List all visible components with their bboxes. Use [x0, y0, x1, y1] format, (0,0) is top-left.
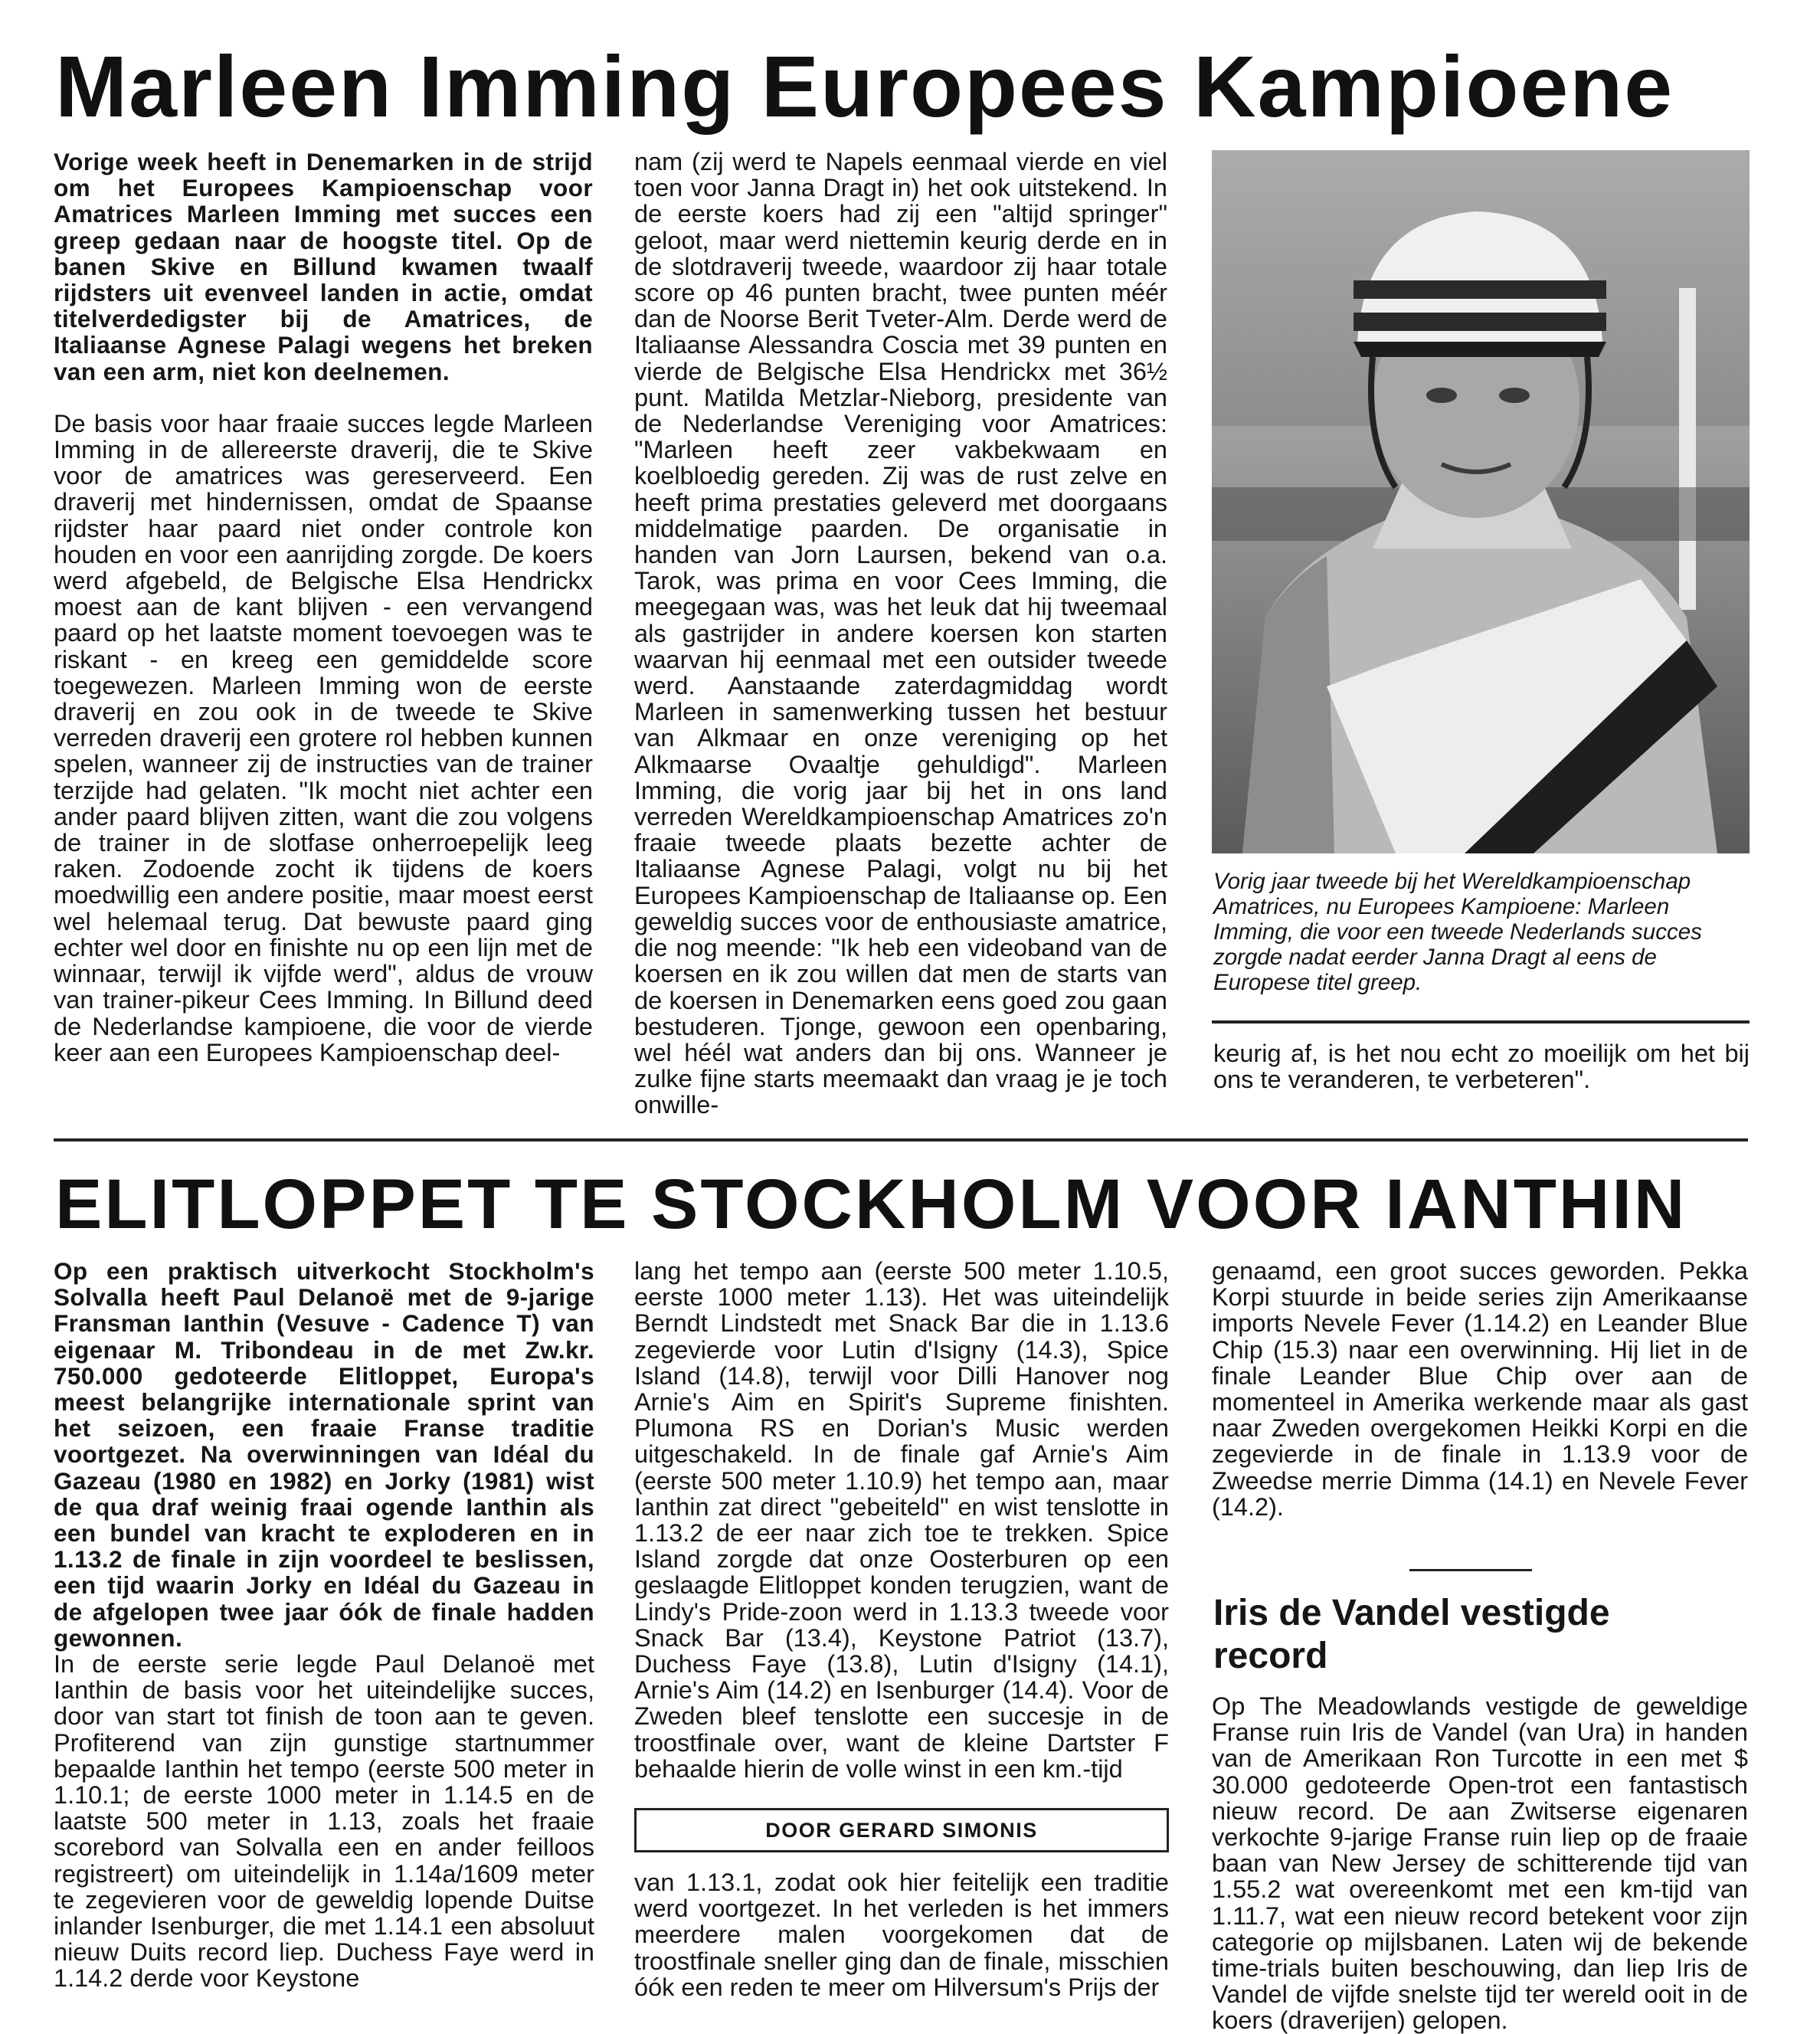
article1-column-1	[54, 149, 593, 1120]
article1-headline: Marleen Imming Europees Kampioene	[55, 38, 1674, 135]
photo-caption: Vorig jaar tweede bij het Wereldkampioenschap Amatrices, nu Europees Kampioene: Marleen Imming, die voor een tweede Nederlands succes zorgde nadat eerder Janna Dragt al eens de Europese titel greep.	[1213, 869, 1702, 995]
article1-column-3-tail	[1213, 1040, 1750, 1092]
article1-lead: Vorige week heeft in Denemarken in de strijd om het Europees Kampioenschap voor Amatrices Marleen Imming met succes een greep gedaan naar de hoogste titel. Op de banen Skive en Billund kwamen twaalf rijdsters uit evenveel landen in actie, omdat titelverdedigster bij de Amatrices, de Italiaanse Agnese Palagi wegens het breken van een arm, niet kon deelnemen.	[54, 148, 593, 385]
article1-body-col2: nam (zij werd te Napels eenmaal vierde en viel toen voor Janna Dragt in) het ook uitstekend. In de eerste koers had zij een "altijd springer" geloot, maar werd niettemin keurig derde en in de slotdraverij tweede, waardoor zij haar totale score op 46 punten bracht, twee punten méér dan de Noorse Berit Tveter-Alm. Derde werd de Italiaanse Alessandra Coscia met 39 punten en vierde de Belgische Elsa Hendrickx met 36½ punt. Matilda Metzlar-Nieborg, presidente van de Nederlandse Vereniging voor Amatrices: "Marleen heeft zeer vakbekwaam en koelbloedig gereden. Zij was de rust zelve en heeft prima prestaties geleverd met doorgaans middelmatige paarden. De organisatie in handen van Jorn Laursen, bekend van o.a. Tarok, was prima en voor Cees Imming, die meegegaan was, was het leuk dat hij tweemaal als gastrijder in andere koersen kon starten waarvan hij eenmaal met een outsider tweede werd. Aanstaande zaterdagmiddag wordt Marleen in samenwerking tussen het bestuur van Alkmaar en onze vereniging op het Alkmaarse Ovaaltje gehuldigd". Marleen Imming, die vorig jaar bij het in ons land verreden Wereldkampioenschap Amatrices zo'n fraaie tweede plaats bezette achter de Italiaanse Agnese Palagi, volgt nu bij het Europees Kampioenschap de Italiaanse op. Een geweldig succes voor de enthousiaste amatrice, die nog meende: "Ik heb een videoband van de koersen en ik zou willen dat men de starts van de koersen in Denemarken eens goed zou gaan bestuderen. Tjonge, gewoon een openbaring, wel héél wat anders dan bij ons. Wanneer je zulke fijne starts meemaakt dan vraag je je toch onwille-	[634, 148, 1167, 1119]
article2-column-2	[634, 1258, 1169, 1791]
article2-body-col1: In de eerste serie legde Paul Delanoë met Ianthin de basis voor het uiteindelijke succes, door van start tot finish de toon aan te geven. Profiterend van zijn gunstige startnummer bepaalde Ianthin het tempo (eerste 500 meter in 1.10.1; de eerste 1000 meter in 1.14.5 en de laatste 500 meter in 1.13, zoals het fraaie scorebord van Solvalla een en ander feilloos registreert) om uiteindelijk in 1.14a/1609 meter te zegevieren voor de geweldig lopende Duitse inlander Isenburger, die met 1.14.1 een absoluut nieuw Duits record liep. Duchess Faye werd in 1.14.2 derde voor Keystone	[54, 1650, 594, 1993]
short-divider	[1409, 1569, 1532, 1571]
article2-headline: ELITLOPPET TE STOCKHOLM VOOR IANTHIN	[55, 1165, 1687, 1243]
article1-body-col3: keurig af, is het nou echt zo moeilijk om het bij ons te veranderen, te verbeteren".	[1213, 1040, 1750, 1094]
article1-body-col1: De basis voor haar fraaie succes legde Marleen Imming in de allereerste draverij, die te Skive voor de amatrices was gereserveerd. Een draverij met hindernissen, omdat de Spaanse rijdster haar paard niet onder controle kon houden en voor een aanrijding zorgde. De koers werd afgebeld, de Belgische Elsa Hendrickx moest aan de kant blijven - een vervangend paard op het laatste moment toevoegen was te riskant - en kreeg een gemiddelde score toegewezen. Marleen Imming won de eerste draverij en zou ook in de tweede te Skive verreden draverij een grotere rol hebben kunnen spelen, wanneer zij de instructies van de trainer terzijde had gelaten. "Ik mocht niet achter een ander paard blijven zitten, want die zou volgens de trainer in de slotfase onherroepelijk leeg raken. Zodoende zocht ik tijdens de koers moedwillig een andere positie, maar moest eerst wel helemaal terug. Dat bewuste paard ging echter wel door en finishte nu op een lijn met de winnaar, terwijl ik vijfde werd", aldus de vrouw van trainer-pikeur Cees Imming. In Billund deed de Nederlandse kampioene, die voor de vierde keer aan een Europees Kampioenschap deel-	[54, 409, 593, 1066]
article2-column-1	[54, 1258, 594, 2007]
article2-column-3	[1212, 1258, 1748, 1526]
author-byline: DOOR GERARD SIMONIS	[634, 1808, 1169, 1852]
portrait-illustration	[1212, 150, 1750, 853]
article-divider	[54, 1138, 1748, 1141]
article2-column-2-continued	[634, 1869, 1169, 2007]
article3-body-text: Op The Meadowlands vestigde de geweldige Franse ruin Iris de Vandel (van Ura) in handen van de Amerikaan Ron Turcotte in een met $ 30.000 gedoteerde Open-trot een fantastisch nieuw record. De aan Zwitserse eigenaren verkochte 9-jarige Franse ruin liep op de fraaie baan van New Jersey de schitterende tijd van 1.55.2 wat overeenkomt met een km-tijd van 1.11.7, wat een nieuw record betekent voor zijn categorie op mijlsbanen. Laten wij de bekende time-trials buiten beschouwing, dan liep Iris de Vandel de vijfde snelste tijd ter wereld ooit in de koers (draverijen) gelopen.	[1212, 1692, 1748, 2034]
article1-column-2	[634, 149, 1167, 1120]
article2-body-col3: genaamd, een groot succes geworden. Pekka Korpi stuurde in beide series zijn Amerikaanse imports Nevele Fever (1.14.2) en Leander Blue Chip (15.3) naar een overwinning. Hij liet in de finale Leander Blue Chip over aan de momenteel in Amerika werkende maar als gast naar Zweden overgekomen Heikki Korpi en die zegevierde in de finale in 1.13.9 voor de Zweedse merrie Dimma (14.1) en Nevele Fever (14.2).	[1212, 1257, 1748, 1521]
article2-lead: Op een praktisch uitverkocht Stockholm's Solvalla heeft Paul Delanoë met de 9-jarige Fransman Ianthin (Vesuve - Cadence T) van eigenaar M. Tribondeau in de met Zw.kr. 750.000 gedoteerde Elitloppet, Europa's meest belangrijke internationale sprint van het seizoen, een fraaie Franse traditie voortgezet. Na overwinningen van Idéal du Gazeau (1980 en 1982) en Jorky (1981) wist de qua draf weinig fraai ogende Ianthin als een bundel van kracht te exploderen en in 1.13.2 de finale in zijn voordeel te beslissen, een tijd waarin Jorky en Idéal du Gazeau in de afgelopen twee jaar óók de finale hadden gewonnen.	[54, 1257, 594, 1652]
article3-body	[1212, 1692, 1748, 2034]
article3-subhead: Iris de Vandel vestigde record	[1213, 1593, 1610, 1676]
jockey-portrait-photo	[1212, 150, 1750, 853]
article2-body-col2: lang het tempo aan (eerste 500 meter 1.10.5, eerste 1000 meter 1.13). Het was uiteindelijk Berndt Lindstedt met Snack Bar die in 1.13.6 zegevierde voor Lutin d'Isigny (14.3), Spice Island (14.8), terwijl voor Dilli Hanover nog Arnie's Aim en Spirit's Supreme finishten. Plumona RS en Dorian's Music werden uitgeschakeld. In de finale gaf Arnie's Aim (eerste 500 meter 1.10.9) het tempo aan, maar Ianthin zat direct "gebeiteld" en wist tenslotte in 1.13.2 de eer naar zich toe te trekken. Spice Island zorgde dat onze Oosterburen op een geslaagde Elitloppet konden terugzien, want de Lindy's Pride-zoon werd in 1.13.3 tweede voor Snack Bar (13.4), Keystone Patriot (13.7), Duchess Faye (13.8), Lutin d'Isigny (14.1), Arnie's Aim (14.2) en Isenburger (14.4). Voor de Zweden bleef tenslotte een succesje in de troostfinale over, want de kleine Dartster F behaalde hierin de volle winst in een km.-tijd	[634, 1257, 1169, 1783]
caption-divider	[1212, 1020, 1750, 1024]
article2-body-col2-after: van 1.13.1, zodat ook hier feitelijk een traditie werd voortgezet. In het verleden is het immers meerdere malen voorgekomen dat de troostfinale sneller ging dan de finale, misschien óók een reden te meer om Hilversum's Prijs der	[634, 1869, 1169, 2001]
